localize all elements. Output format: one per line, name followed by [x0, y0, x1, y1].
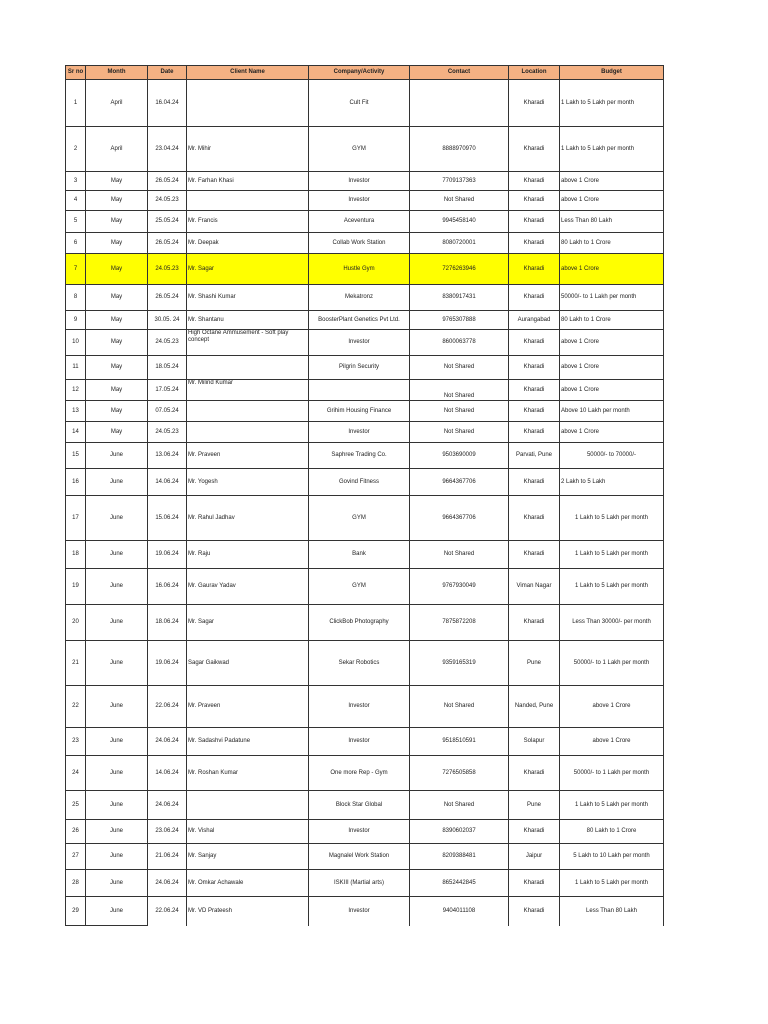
cell-budget: 5 Lakh to 10 Lakh per month	[560, 844, 664, 870]
cell-date: 19.06.24	[148, 541, 187, 569]
cell-budget: Less Than 80 Lakh	[560, 211, 664, 233]
cell-date: 24.06.24	[148, 791, 187, 820]
cell-sr-no: 17	[66, 496, 86, 541]
cell-client-name: Mr. Omkar Achawale	[187, 870, 309, 897]
cell-company-activity: Investor	[309, 728, 410, 756]
cell-client-name: Mr. Farhan Khasi	[187, 172, 309, 191]
cell-budget: 1 Lakh to 5 Lakh per month	[560, 496, 664, 541]
cell-contact: 9765307888	[410, 311, 509, 330]
cell-client-name: Mr. Vishal	[187, 820, 309, 844]
cell-sr-no: 15	[66, 443, 86, 469]
cell-month: June	[86, 820, 148, 844]
table-row	[66, 285, 664, 311]
cell-sr-no: 8	[66, 285, 86, 311]
cell-client-name	[187, 422, 309, 443]
cell-location: Solapur	[509, 728, 560, 756]
table-row	[66, 127, 664, 172]
cell-sr-no: 12	[66, 380, 86, 401]
cell-client-name: High Octane Ammusement - Soft play concept	[187, 330, 309, 356]
cell-budget: above 1 Crore	[560, 356, 664, 380]
table-row	[66, 443, 664, 469]
cell-budget: 50000/- to 1 Lakh per month	[560, 756, 664, 791]
cell-month: June	[86, 686, 148, 728]
cell-month: May	[86, 191, 148, 211]
table-row	[66, 496, 664, 541]
cell-contact: Not Shared	[410, 380, 509, 401]
table-row	[66, 844, 664, 870]
cell-month: June	[86, 541, 148, 569]
cell-sr-no: 9	[66, 311, 86, 330]
table-row	[66, 211, 664, 233]
cell-date: 22.06.24	[148, 686, 187, 728]
header-date: Date	[148, 66, 187, 80]
cell-client-name: Mr. Deepak	[187, 233, 309, 254]
header-contact: Contact	[410, 66, 509, 80]
cell-contact: Not Shared	[410, 541, 509, 569]
cell-company-activity: Pilgrin Security	[309, 356, 410, 380]
cell-company-activity: GYM	[309, 569, 410, 605]
cell-sr-no: 14	[66, 422, 86, 443]
table-row	[66, 330, 664, 356]
cell-date: 23.04.24	[148, 127, 187, 172]
cell-client-name: Mr. Praveen	[187, 443, 309, 469]
cell-month: June	[86, 870, 148, 897]
cell-location: Kharadi	[509, 254, 560, 285]
cell-location: Kharadi	[509, 422, 560, 443]
cell-sr-no: 18	[66, 541, 86, 569]
cell-date: 24.06.24	[148, 728, 187, 756]
cell-date: 14.06.24	[148, 756, 187, 791]
cell-month: May	[86, 233, 148, 254]
header-location: Location	[509, 66, 560, 80]
table-row	[66, 254, 664, 285]
cell-contact: 9664367706	[410, 496, 509, 541]
cell-sr-no: 28	[66, 870, 86, 897]
cell-company-activity: Investor	[309, 820, 410, 844]
table-row	[66, 870, 664, 897]
cell-month: May	[86, 356, 148, 380]
cell-budget: 80 Lakh to 1 Crore	[560, 311, 664, 330]
table-row	[66, 728, 664, 756]
cell-sr-no: 10	[66, 330, 86, 356]
cell-client-name: Mr. Shashi Kumar	[187, 285, 309, 311]
cell-contact: 7276505858	[410, 756, 509, 791]
cell-location: Pune	[509, 791, 560, 820]
cell-client-name: Mr. Francis	[187, 211, 309, 233]
cell-month: May	[86, 285, 148, 311]
cell-contact: 8888970970	[410, 127, 509, 172]
cell-month: April	[86, 127, 148, 172]
cell-date: 07.05.24	[148, 401, 187, 422]
table-row	[66, 605, 664, 641]
cell-company-activity	[309, 380, 410, 401]
cell-client-name: Mr. Sagar	[187, 605, 309, 641]
cell-budget: 80 Lakh to 1 Crore	[560, 820, 664, 844]
cell-month: June	[86, 897, 148, 926]
cell-date: 26.05.24	[148, 172, 187, 191]
cell-contact: Not Shared	[410, 191, 509, 211]
cell-month: May	[86, 311, 148, 330]
cell-month: June	[86, 791, 148, 820]
cell-client-name: Mr. Rahul Jadhav	[187, 496, 309, 541]
cell-date: 30.05. 24	[148, 311, 187, 330]
cell-budget: Above 10 Lakh per month	[560, 401, 664, 422]
cell-location: Kharadi	[509, 380, 560, 401]
cell-month: June	[86, 641, 148, 686]
table-row	[66, 356, 664, 380]
cell-sr-no: 16	[66, 469, 86, 496]
cell-date: 23.06.24	[148, 820, 187, 844]
cell-month: June	[86, 443, 148, 469]
cell-budget: Less Than 80 Lakh	[560, 897, 664, 926]
cell-date: 26.05.24	[148, 285, 187, 311]
cell-date: 14.06.24	[148, 469, 187, 496]
cell-location: Kharadi	[509, 211, 560, 233]
cell-contact	[410, 80, 509, 127]
cell-budget: 1 Lakh to 5 Lakh per month	[560, 127, 664, 172]
cell-date: 17.05.24	[148, 380, 187, 401]
cell-company-activity: Grihim Housing Finance	[309, 401, 410, 422]
cell-month: April	[86, 80, 148, 127]
cell-budget: above 1 Crore	[560, 728, 664, 756]
cell-budget: above 1 Crore	[560, 172, 664, 191]
cell-date: 22.06.24	[148, 897, 187, 926]
cell-client-name: Mr. Sadashvi Padatune	[187, 728, 309, 756]
cell-sr-no: 11	[66, 356, 86, 380]
cell-company-activity: Investor	[309, 330, 410, 356]
cell-client-name: Mr. Milind Kumar	[187, 380, 309, 401]
cell-date: 24.06.24	[148, 870, 187, 897]
cell-date: 15.06.24	[148, 496, 187, 541]
cell-company-activity: Bank	[309, 541, 410, 569]
cell-date: 16.06.24	[148, 569, 187, 605]
cell-month: June	[86, 569, 148, 605]
cell-month: May	[86, 330, 148, 356]
cell-company-activity: Aceventura	[309, 211, 410, 233]
table-row	[66, 401, 664, 422]
cell-client-name	[187, 80, 309, 127]
cell-contact: 7276263946	[410, 254, 509, 285]
cell-location: Kharadi	[509, 496, 560, 541]
cell-sr-no: 29	[66, 897, 86, 926]
cell-sr-no: 13	[66, 401, 86, 422]
cell-date: 13.06.24	[148, 443, 187, 469]
cell-contact: Not Shared	[410, 791, 509, 820]
cell-sr-no: 1	[66, 80, 86, 127]
cell-month: May	[86, 422, 148, 443]
cell-budget: above 1 Crore	[560, 380, 664, 401]
cell-date: 24.05.23	[148, 191, 187, 211]
cell-company-activity: Hustle Gym	[309, 254, 410, 285]
cell-contact: 9503690009	[410, 443, 509, 469]
cell-budget: above 1 Crore	[560, 254, 664, 285]
cell-company-activity: Mekatronz	[309, 285, 410, 311]
cell-location: Nanded, Pune	[509, 686, 560, 728]
cell-company-activity: Magnalel Work Station	[309, 844, 410, 870]
cell-budget: 1 Lakh to 5 Lakh per month	[560, 791, 664, 820]
cell-location: Kharadi	[509, 897, 560, 926]
cell-month: May	[86, 380, 148, 401]
cell-location: Viman Nagar	[509, 569, 560, 605]
header-month: Month	[86, 66, 148, 80]
cell-contact: 8652442845	[410, 870, 509, 897]
cell-company-activity: GYM	[309, 496, 410, 541]
cell-month: June	[86, 756, 148, 791]
cell-date: 16.04.24	[148, 80, 187, 127]
cell-contact: 9359165319	[410, 641, 509, 686]
cell-month: June	[86, 496, 148, 541]
cell-sr-no: 6	[66, 233, 86, 254]
table-row	[66, 380, 664, 401]
cell-sr-no: 4	[66, 191, 86, 211]
cell-location: Kharadi	[509, 541, 560, 569]
header-company-activity: Company/Activity	[309, 66, 410, 80]
cell-client-name: Mr. Praveen	[187, 686, 309, 728]
cell-contact: 8380917431	[410, 285, 509, 311]
cell-client-name: Mr. Sanjay	[187, 844, 309, 870]
cell-budget: 1 Lakh to 5 Lakh per month	[560, 569, 664, 605]
cell-budget: 80 Lakh to 1 Crore	[560, 233, 664, 254]
cell-sr-no: 21	[66, 641, 86, 686]
cell-company-activity: ClickBob Photography	[309, 605, 410, 641]
cell-sr-no: 25	[66, 791, 86, 820]
cell-company-activity: Cult Fit	[309, 80, 410, 127]
cell-sr-no: 26	[66, 820, 86, 844]
cell-sr-no: 24	[66, 756, 86, 791]
cell-client-name: Mr. Sagar	[187, 254, 309, 285]
cell-location: Kharadi	[509, 605, 560, 641]
cell-location: Pune	[509, 641, 560, 686]
cell-month: June	[86, 728, 148, 756]
cell-client-name: Mr. VD Prateesh	[187, 897, 309, 926]
cell-contact: 9664367706	[410, 469, 509, 496]
table-row	[66, 756, 664, 791]
cell-company-activity: Investor	[309, 897, 410, 926]
cell-month: May	[86, 254, 148, 285]
cell-sr-no: 7	[66, 254, 86, 285]
cell-company-activity: ISKIII (Martial arts)	[309, 870, 410, 897]
cell-sr-no: 2	[66, 127, 86, 172]
cell-client-name: Sagar Gaikwad	[187, 641, 309, 686]
cell-date: 24.05.23	[148, 422, 187, 443]
cell-location: Kharadi	[509, 356, 560, 380]
table-row	[66, 311, 664, 330]
cell-company-activity: Investor	[309, 172, 410, 191]
cell-location: Aurangabad	[509, 311, 560, 330]
cell-location: Kharadi	[509, 820, 560, 844]
cell-company-activity: Collab Work Station	[309, 233, 410, 254]
cell-sr-no: 22	[66, 686, 86, 728]
cell-sr-no: 19	[66, 569, 86, 605]
cell-date: 26.05.24	[148, 233, 187, 254]
cell-sr-no: 27	[66, 844, 86, 870]
cell-sr-no: 3	[66, 172, 86, 191]
cell-location: Kharadi	[509, 233, 560, 254]
table-row	[66, 233, 664, 254]
table-row	[66, 541, 664, 569]
cell-client-name	[187, 791, 309, 820]
cell-budget: 1 Lakh to 5 Lakh per month	[560, 541, 664, 569]
cell-client-name: Mr. Yogesh	[187, 469, 309, 496]
cell-contact: 9404011108	[410, 897, 509, 926]
cell-sr-no: 20	[66, 605, 86, 641]
cell-date: 25.05.24	[148, 211, 187, 233]
cell-company-activity: Sekar Robotics	[309, 641, 410, 686]
cell-contact: 7709137363	[410, 172, 509, 191]
cell-location: Parvati, Pune	[509, 443, 560, 469]
cell-location: Kharadi	[509, 870, 560, 897]
cell-location: Jaipur	[509, 844, 560, 870]
cell-client-name	[187, 356, 309, 380]
cell-contact: Not Shared	[410, 401, 509, 422]
cell-company-activity: Investor	[309, 686, 410, 728]
cell-month: June	[86, 844, 148, 870]
cell-contact: 8080720001	[410, 233, 509, 254]
cell-location: Kharadi	[509, 469, 560, 496]
header-sr-no: Sr no	[66, 66, 86, 80]
cell-date: 18.05.24	[148, 356, 187, 380]
cell-budget: 50000/- to 1 Lakh per month	[560, 641, 664, 686]
cell-budget: 50000/- to 70000/-	[560, 443, 664, 469]
cell-contact: 7875872208	[410, 605, 509, 641]
table-row	[66, 791, 664, 820]
table-row	[66, 469, 664, 496]
cell-client-name: Mr. Raju	[187, 541, 309, 569]
cell-contact: Not Shared	[410, 686, 509, 728]
table-row	[66, 191, 664, 211]
cell-month: June	[86, 605, 148, 641]
cell-date: 24.05.23	[148, 330, 187, 356]
cell-contact: 9767930049	[410, 569, 509, 605]
cell-month: June	[86, 469, 148, 496]
cell-client-name: Mr. Mihir	[187, 127, 309, 172]
cell-client-name: Mr. Gaurav Yadav	[187, 569, 309, 605]
cell-budget: 1 Lakh to 5 Lakh per month	[560, 870, 664, 897]
cell-contact: 8209388481	[410, 844, 509, 870]
cell-client-name: Mr. Shantanu	[187, 311, 309, 330]
cell-budget: above 1 Crore	[560, 191, 664, 211]
cell-budget: above 1 Crore	[560, 422, 664, 443]
client-table	[65, 65, 664, 926]
cell-location: Kharadi	[509, 401, 560, 422]
cell-month: May	[86, 401, 148, 422]
cell-company-activity: Govind Fitness	[309, 469, 410, 496]
cell-budget: above 1 Crore	[560, 686, 664, 728]
cell-date: 18.06.24	[148, 605, 187, 641]
cell-location: Kharadi	[509, 191, 560, 211]
cell-month: May	[86, 172, 148, 191]
cell-client-name	[187, 401, 309, 422]
table-row	[66, 80, 664, 127]
table-row	[66, 820, 664, 844]
table-row	[66, 172, 664, 191]
cell-budget: 2 Lakh to 5 Lakh	[560, 469, 664, 496]
cell-company-activity: Block Star Global	[309, 791, 410, 820]
cell-month: May	[86, 211, 148, 233]
table-row	[66, 897, 664, 926]
table-row	[66, 686, 664, 728]
cell-contact: 8600063778	[410, 330, 509, 356]
cell-budget: Less Than 30000/- per month	[560, 605, 664, 641]
table-row	[66, 641, 664, 686]
cell-sr-no: 5	[66, 211, 86, 233]
cell-budget: 1 Lakh to 5 Lakh per month	[560, 80, 664, 127]
cell-location: Kharadi	[509, 127, 560, 172]
cell-client-name	[187, 191, 309, 211]
cell-contact: Not Shared	[410, 356, 509, 380]
table-row	[66, 569, 664, 605]
cell-company-activity: Saphree Trading Co.	[309, 443, 410, 469]
cell-company-activity: GYM	[309, 127, 410, 172]
cell-company-activity: BoosterPlant Genetics Pvt Ltd.	[309, 311, 410, 330]
cell-sr-no: 23	[66, 728, 86, 756]
cell-location: Kharadi	[509, 330, 560, 356]
cell-budget: 50000/- to 1 Lakh per month	[560, 285, 664, 311]
cell-company-activity: Investor	[309, 191, 410, 211]
cell-client-name: Mr. Roshan Kumar	[187, 756, 309, 791]
cell-contact: 8390602037	[410, 820, 509, 844]
cell-date: 21.06.24	[148, 844, 187, 870]
cell-date: 24.05.23	[148, 254, 187, 285]
cell-company-activity: Investor	[309, 422, 410, 443]
cell-location: Kharadi	[509, 285, 560, 311]
cell-contact: Not Shared	[410, 422, 509, 443]
cell-budget: above 1 Crore	[560, 330, 664, 356]
cell-location: Kharadi	[509, 80, 560, 127]
cell-contact: 9518510591	[410, 728, 509, 756]
cell-date: 19.06.24	[148, 641, 187, 686]
header-budget: Budget	[560, 66, 664, 80]
header-client-name: Client Name	[187, 66, 309, 80]
cell-contact: 9945458140	[410, 211, 509, 233]
header-row	[66, 66, 664, 80]
table-row	[66, 422, 664, 443]
cell-location: Kharadi	[509, 756, 560, 791]
cell-company-activity: One more Rep - Gym	[309, 756, 410, 791]
cell-location: Kharadi	[509, 172, 560, 191]
